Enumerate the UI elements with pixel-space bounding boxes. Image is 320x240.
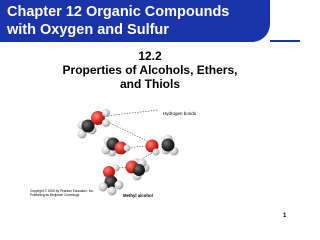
methanol-molecule-4 xyxy=(126,158,150,181)
methanol-molecule-1 xyxy=(78,109,111,139)
section-heading xyxy=(0,49,300,91)
copyright-line-1: Copyright © 2005 by Pearson Education, Inc. xyxy=(30,189,94,193)
methanol-molecule-5 xyxy=(99,165,124,196)
title-bar xyxy=(0,0,270,42)
section-title-line-2: and Thiols xyxy=(120,77,180,91)
copyright-line-2: Publishing as Benjamin Cummings xyxy=(30,193,80,197)
section-number: 12.2 xyxy=(138,49,162,63)
slide-title: Chapter 12 Organic Compounds with Oxygen and Sulfur xyxy=(7,4,230,38)
copyright-notice xyxy=(30,189,94,197)
methanol-molecule-2 xyxy=(102,137,131,157)
page-number: 1 xyxy=(283,213,287,219)
hydrogen-bonds-label: Hydrogen bonds xyxy=(163,111,197,116)
title-rule xyxy=(270,40,300,42)
methanol-molecule-3 xyxy=(146,135,179,156)
figure-caption: Methyl alcohol xyxy=(123,193,153,198)
section-title-line-1: Properties of Alcohols, Ethers, xyxy=(62,63,238,77)
